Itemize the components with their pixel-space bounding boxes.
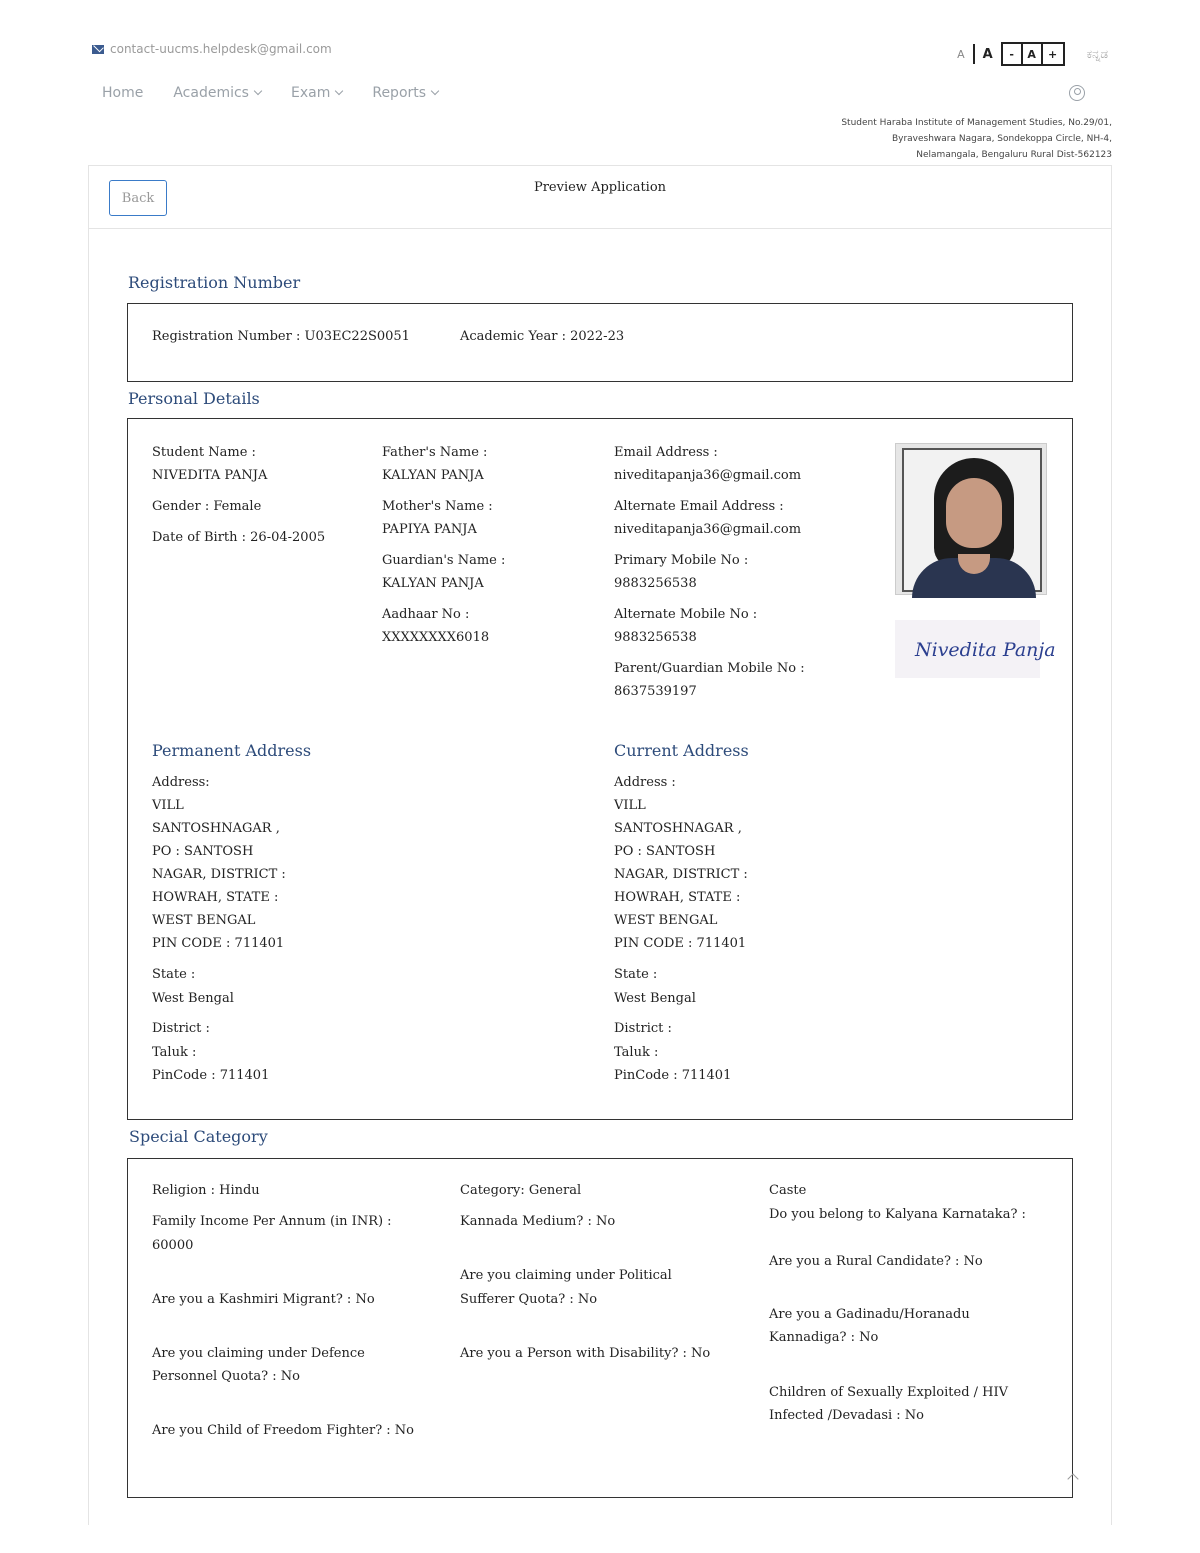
- chevron-down-icon: [431, 87, 439, 95]
- card-header: [89, 166, 1111, 229]
- signature-text: Nivedita Panja: [915, 639, 1056, 661]
- family-income-label: Family Income Per Annum (in INR) :: [152, 1214, 392, 1229]
- current-state-label: State :: [614, 967, 658, 982]
- font-size-group: [1001, 42, 1065, 66]
- rural-candidate: Are you a Rural Candidate? : No: [769, 1254, 983, 1269]
- academic-year: Academic Year : 2022-23: [460, 329, 625, 344]
- category: Category: General: [460, 1183, 582, 1198]
- font-small-button[interactable]: A: [957, 47, 965, 61]
- contact-email[interactable]: [92, 42, 332, 56]
- guardian-name-label: Guardian's Name :: [382, 553, 506, 568]
- personal-section-title: Personal Details: [128, 389, 260, 408]
- permanent-taluk: Taluk :: [152, 1045, 197, 1060]
- nav-home[interactable]: [102, 85, 143, 101]
- mother-name-label: Mother's Name :: [382, 499, 493, 514]
- current-district: District :: [614, 1021, 672, 1036]
- alt-email-label: Alternate Email Address :: [614, 499, 784, 514]
- current-address-line: PIN CODE : 711401: [614, 936, 747, 951]
- permanent-address-title: Permanent Address: [152, 741, 312, 760]
- current-address-label: Address :: [614, 775, 676, 790]
- gadinadu-line: Are you a Gadinadu/Horanadu: [769, 1307, 970, 1322]
- student-photo: [895, 443, 1047, 595]
- aadhaar-number: XXXXXXXX6018: [382, 630, 490, 645]
- chevron-down-icon: [254, 87, 262, 95]
- disability: Are you a Person with Disability? : No: [460, 1346, 711, 1361]
- nav-reports[interactable]: [372, 85, 438, 101]
- email: niveditapanja36@gmail.com: [614, 468, 802, 483]
- student-name-label: Student Name :: [152, 445, 256, 460]
- father-name: KALYAN PANJA: [382, 468, 484, 483]
- email-label: Email Address :: [614, 445, 718, 460]
- permanent-address-line: NAGAR, DISTRICT :: [152, 867, 286, 882]
- gender: Gender : Female: [152, 499, 262, 514]
- children-category-line: Children of Sexually Exploited / HIV: [769, 1385, 1009, 1400]
- aadhaar-label: Aadhaar No :: [382, 607, 470, 622]
- nav-reports-label: Reports: [372, 85, 427, 101]
- student-signature: [895, 620, 1056, 678]
- current-taluk: Taluk :: [614, 1045, 659, 1060]
- scroll-top-icon[interactable]: [1066, 1470, 1080, 1484]
- nav-academics-label: Academics: [173, 85, 249, 101]
- permanent-district: District :: [152, 1021, 210, 1036]
- permanent-address-line: HOWRAH, STATE :: [152, 890, 279, 905]
- religion: Religion : Hindu: [152, 1183, 260, 1198]
- nav-home-label: Home: [102, 85, 144, 101]
- permanent-address-line: PIN CODE : 711401: [152, 936, 285, 951]
- language-toggle[interactable]: ಕನ್ನಡ: [1086, 46, 1108, 61]
- defence-quota-line: Are you claiming under Defence: [152, 1346, 365, 1361]
- institution-line: Byraveshwara Nagara, Sondekoppa Circle, NH-4,: [891, 134, 1112, 144]
- font-increase-button[interactable]: +: [1048, 47, 1058, 61]
- permanent-address-label: Address:: [152, 775, 210, 790]
- institution-line: Student Haraba Institute of Management Studies, No.29/01,: [841, 118, 1112, 128]
- permanent-address-line: VILL: [152, 798, 184, 813]
- kashmiri-migrant: Are you a Kashmiri Migrant? : No: [152, 1292, 375, 1307]
- father-name-label: Father's Name :: [382, 445, 488, 460]
- photo-face: [946, 478, 1002, 548]
- defence-quota-line: Personnel Quota? : No: [152, 1369, 300, 1384]
- permanent-state: West Bengal: [152, 991, 234, 1006]
- current-address-line: HOWRAH, STATE :: [614, 890, 741, 905]
- student-name: NIVEDITA PANJA: [152, 468, 268, 483]
- kalyana-karnataka: Do you belong to Kalyana Karnataka? :: [769, 1207, 1026, 1222]
- children-category-line: Infected /Devadasi : No: [769, 1408, 925, 1423]
- permanent-address-line: SANTOSHNAGAR ,: [152, 821, 280, 836]
- gadinadu-line: Kannadiga? : No: [769, 1330, 879, 1345]
- envelope-icon: [92, 45, 104, 54]
- kannada-medium: Kannada Medium? : No: [460, 1214, 616, 1229]
- alt-email: niveditapanja36@gmail.com: [614, 522, 802, 537]
- parent-mobile: 8637539197: [614, 684, 697, 699]
- alt-mobile: 9883256538: [614, 630, 697, 645]
- parent-mobile-label: Parent/Guardian Mobile No :: [614, 661, 805, 676]
- caste: Caste: [769, 1183, 807, 1198]
- permanent-address-line: WEST BENGAL: [152, 913, 256, 928]
- current-pincode: PinCode : 711401: [614, 1068, 732, 1083]
- date-of-birth: Date of Birth : 26-04-2005: [152, 530, 326, 545]
- user-icon[interactable]: [1069, 85, 1085, 101]
- nav-academics[interactable]: [173, 85, 261, 101]
- alt-mobile-label: Alternate Mobile No :: [614, 607, 758, 622]
- current-address-line: NAGAR, DISTRICT :: [614, 867, 748, 882]
- current-state: West Bengal: [614, 991, 696, 1006]
- registration-section-title: Registration Number: [128, 273, 301, 292]
- font-divider: [973, 44, 975, 64]
- permanent-state-label: State :: [152, 967, 196, 982]
- mother-name: PAPIYA PANJA: [382, 522, 477, 537]
- guardian-name: KALYAN PANJA: [382, 576, 484, 591]
- font-contrast-button[interactable]: A: [982, 46, 993, 62]
- back-button[interactable]: Back: [109, 180, 167, 216]
- font-decrease-button[interactable]: -: [1003, 44, 1023, 64]
- permanent-pincode: PinCode : 711401: [152, 1068, 270, 1083]
- signature-graphic: [895, 620, 1056, 678]
- primary-mobile: 9883256538: [614, 576, 697, 591]
- current-address-line: VILL: [614, 798, 646, 813]
- chevron-down-icon: [335, 87, 343, 95]
- font-size-controls: [957, 42, 1108, 66]
- permanent-address-line: PO : SANTOSH: [152, 844, 254, 859]
- primary-mobile-label: Primary Mobile No :: [614, 553, 749, 568]
- freedom-fighter: Are you Child of Freedom Fighter? : No: [152, 1423, 415, 1438]
- nav-exam[interactable]: [291, 85, 342, 101]
- family-income-value: 60000: [152, 1238, 194, 1253]
- current-address-line: SANTOSHNAGAR ,: [614, 821, 742, 836]
- page-title: Preview Application: [533, 180, 667, 195]
- institution-address: [841, 115, 1112, 163]
- registration-number: Registration Number : U03EC22S0051: [152, 329, 410, 344]
- font-normal-button[interactable]: A: [1023, 44, 1043, 64]
- political-quota-line: Sufferer Quota? : No: [460, 1292, 598, 1307]
- current-address-line: WEST BENGAL: [614, 913, 718, 928]
- current-address-line: PO : SANTOSH: [614, 844, 716, 859]
- photo-frame: [902, 448, 1042, 592]
- current-address-title: Current Address: [614, 741, 749, 760]
- main-nav: [102, 85, 438, 101]
- special-category-section-title: Special Category: [129, 1127, 268, 1146]
- institution-line: Nelamangala, Bengaluru Rural Dist-562123: [916, 150, 1112, 160]
- nav-exam-label: Exam: [290, 85, 331, 101]
- political-quota-line: Are you claiming under Political: [460, 1268, 672, 1283]
- contact-email-text: contact-uucms.helpdesk@gmail.com: [110, 42, 332, 56]
